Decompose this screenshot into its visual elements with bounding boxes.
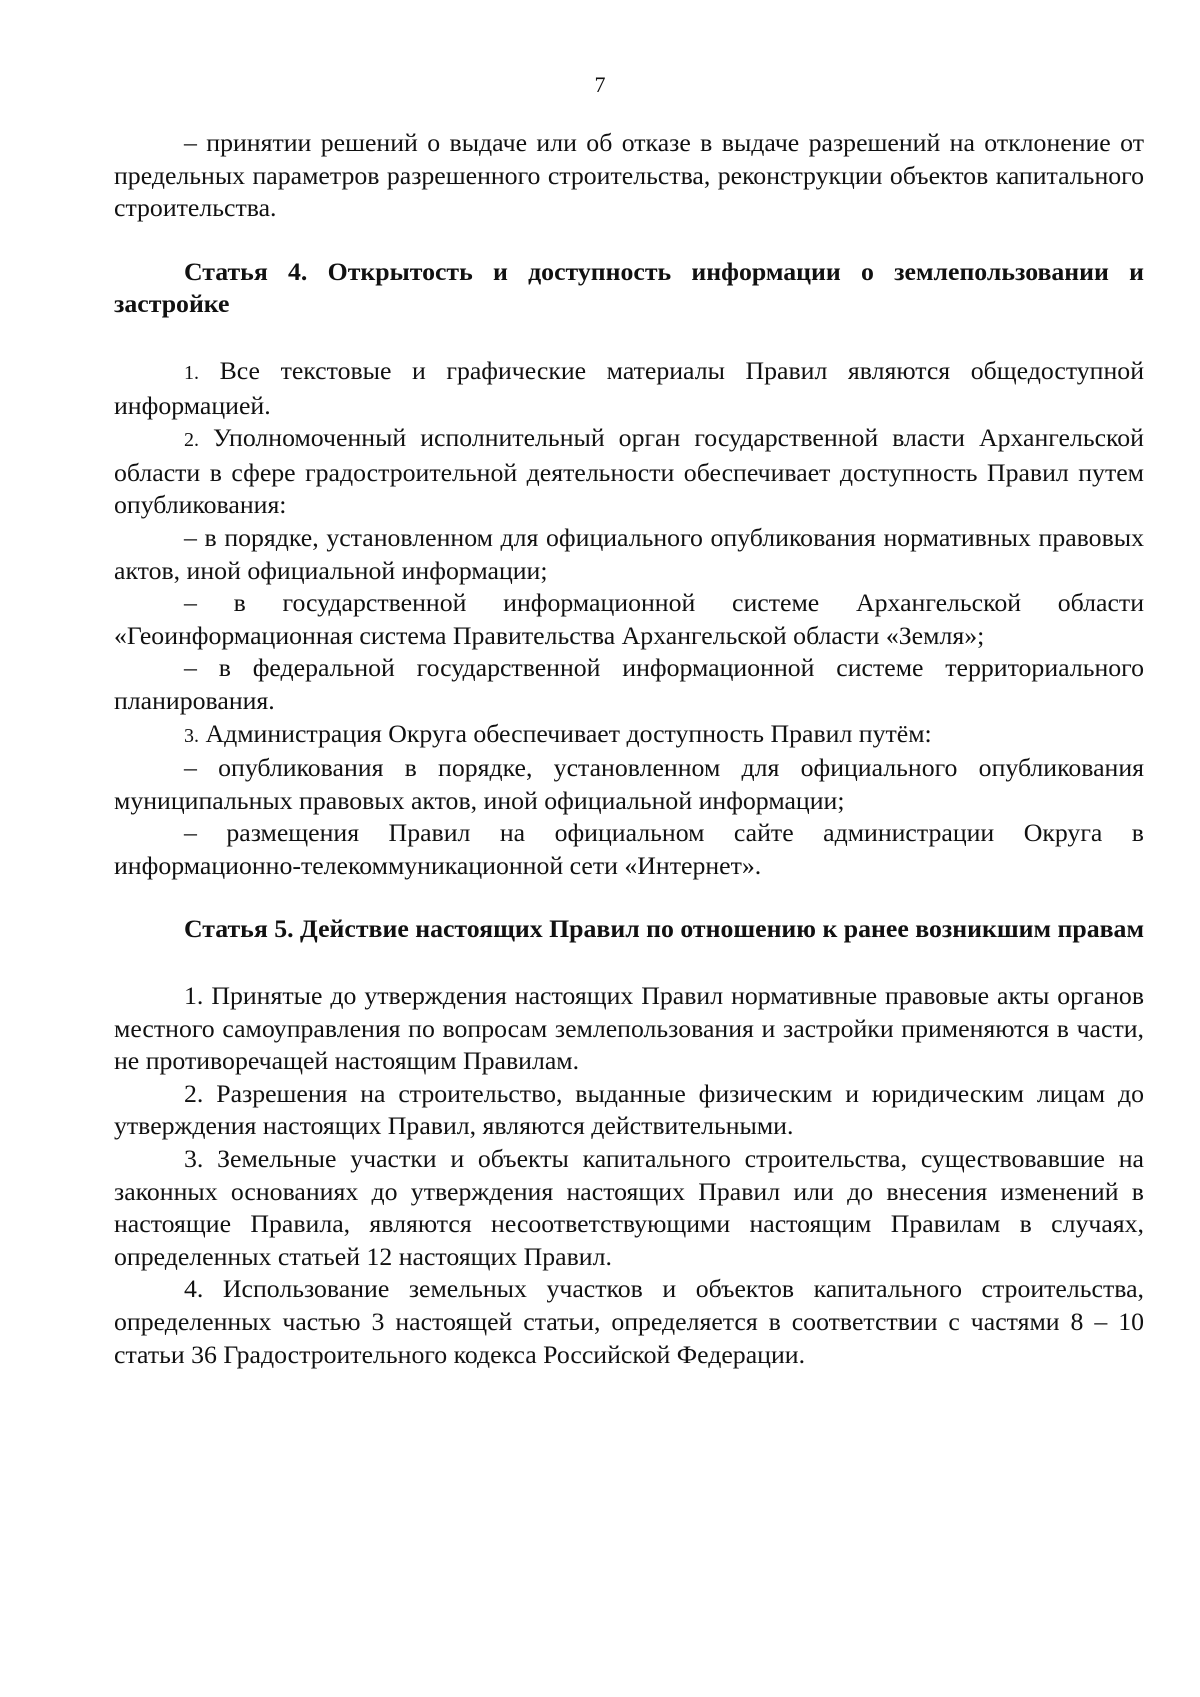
page-number: 7 (594, 72, 606, 97)
article-4-bullet-5: – размещения Правил на официальном сайте администрации Округа в информационно-телекоммуникационной сети «Интернет». (114, 818, 1144, 880)
item-text: Администрация Округа обеспечивает доступность Правил путём: (205, 718, 932, 748)
item-number: 1. (184, 361, 199, 384)
article-5-item-2: 2. Разрешения на строительство, выданные физическим и юридическим лицам до утверждения настоящих Правил, являются действительными. (114, 1078, 1144, 1141)
item-number: 2. (184, 429, 199, 452)
article-4-bullet-1: – в порядке, установленном для официального опубликования нормативных правовых актов, иной официальной информации; (114, 522, 1144, 585)
article-5-item-3: 3. Земельные участки и объекты капитального строительства, существовавшие на законных основаниях до утверждения настоящих Правил или до внесения изменений в настоящие Правила, являются несоответствующими настоящим Правилам в случаях, определенных статьей 12 настоящих Правил. (114, 1144, 1144, 1271)
item-text: Уполномоченный исполнительный орган государственной власти Архангельской области в сфере градостроительной деятельности обеспечивает доступность Правил путем опубликования: (114, 423, 1144, 520)
item-text: Все текстовые и графические материалы Правил являются общедоступной информацией. (114, 355, 1144, 420)
article-4-bullet-4: – опубликования в порядке, установленном для официального опубликования муниципальных правовых актов, иной официальной информации; (114, 753, 1144, 815)
article-4-item-2 (114, 422, 1144, 522)
article-5-item-4: 4. Использование земельных участков и объектов капитального строительства, определенных частью 3 настоящей статьи, определяется в соответствии с частями 8 – 10 статьи 36 Градостроительного кодекса Российской Федерации. (114, 1274, 1144, 1369)
article-5-heading: Статья 5. Действие настоящих Правил по отношению к ранее возникшим правам (184, 914, 1145, 944)
article-4-bullet-3: – в федеральной государственной информационной системе территориального планирования. (114, 653, 1144, 715)
article-4-bullet-2: – в государственной информационной системе Архангельской области «Геоинформационная система Правительства Архангельской области «Земля»; (114, 588, 1144, 650)
item-number: 3. (184, 724, 199, 747)
paragraph-intro-continuation: – принятии решений о выдаче или об отказе в выдаче разрешений на отклонение от предельных параметров разрешенного строительства, реконструкции объектов капитального строительства. (114, 128, 1144, 223)
article-5-item-1: 1. Принятые до утверждения настоящих Правил нормативные правовые акты органов местного самоуправления по вопросам землепользования и застройки применяются в части, не противоречащей настоящим Правилам. (114, 981, 1144, 1076)
document-body (114, 127, 1144, 1371)
article-4-heading: Статья 4. Открытость и доступность информации о землепользовании и застройке (114, 256, 1144, 319)
article-4-item-1 (114, 355, 1144, 422)
article-4-item-3 (114, 718, 1144, 753)
